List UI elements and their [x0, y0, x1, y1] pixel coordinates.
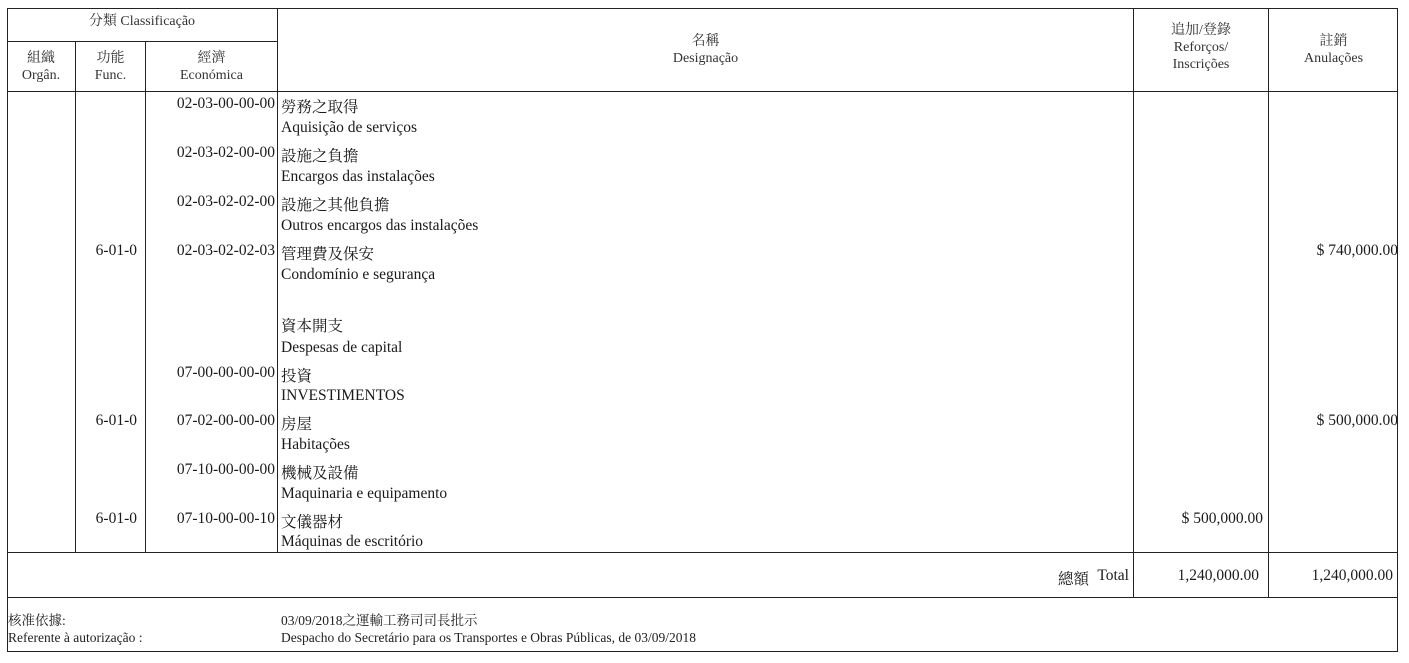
row-designation-zh: 資本開支: [281, 318, 344, 335]
header-organ: 組織 Orgân.: [21, 51, 61, 83]
row-cancellation-amount: $ 740,000.00: [1316, 242, 1398, 259]
row-func-code: 6-01-0: [95, 242, 137, 259]
col-divider-designation: [1133, 8, 1134, 597]
total-rule: [7, 597, 1398, 598]
classification-rule: [7, 41, 277, 42]
header-designation: 名稱 Designação: [672, 34, 739, 66]
header-classification: 分類 Classificação: [88, 14, 196, 29]
row-designation-zh: 管理費及保安: [281, 246, 375, 263]
col-divider-econ: [277, 8, 278, 552]
total-cancellations: 1,240,000.00: [1311, 567, 1393, 584]
authorization-text-zh: 03/09/2018之運輸工務司司長批示: [281, 613, 478, 628]
row-econ-code: 07-10-00-00-10: [176, 510, 275, 527]
total-label-pt: Total: [1097, 567, 1129, 584]
header-reinforcements: 追加/登錄 Reforços/ Inscrições: [1171, 23, 1231, 72]
row-econ-code: 07-00-00-00-00: [176, 364, 275, 381]
col-divider-organ: [75, 41, 76, 552]
row-designation-pt: Habitações: [281, 436, 350, 453]
row-econ-code: 07-10-00-00-00: [176, 461, 275, 478]
row-designation-zh: 勞務之取得: [281, 99, 359, 116]
row-designation-pt: Condomínio e segurança: [281, 266, 436, 283]
row-designation-pt: Maquinaria e equipamento: [281, 485, 448, 502]
row-econ-code: 02-03-02-02-03: [176, 242, 275, 259]
row-designation-pt: INVESTIMENTOS: [281, 387, 405, 404]
row-designation-pt: Máquinas de escritório: [281, 533, 424, 550]
row-designation-pt: Encargos das instalações: [281, 168, 435, 185]
row-econ-code: 02-03-02-00-00: [176, 144, 275, 161]
row-designation-zh: 投資: [281, 368, 313, 385]
row-func-code: 6-01-0: [95, 510, 137, 527]
row-designation-zh: 房屋: [281, 416, 313, 433]
row-func-code: 6-01-0: [95, 412, 137, 429]
authorization-label-zh: 核准依據:: [8, 613, 66, 628]
row-designation-zh: 設施之其他負擔: [281, 197, 390, 214]
total-label-zh: 總額: [1057, 571, 1089, 588]
row-econ-code: 02-03-00-00-00: [176, 95, 275, 112]
total-reinforcements: 1,240,000.00: [1177, 567, 1259, 584]
col-divider-func: [145, 41, 146, 552]
row-designation-zh: 設施之負擔: [281, 148, 359, 165]
row-designation-zh: 機械及設備: [281, 465, 359, 482]
header-cancellations: 註銷 Anulações: [1303, 34, 1364, 66]
col-divider-reinforcement: [1268, 8, 1269, 597]
row-econ-code: 02-03-02-02-00: [176, 193, 275, 210]
authorization-text-pt: Despacho do Secretário para os Transportes e Obras Públicas, de 03/09/2018: [281, 630, 697, 645]
header-rule: [7, 91, 1398, 92]
body-rule: [7, 552, 1398, 553]
header-econ: 經濟 Económica: [180, 51, 243, 83]
row-designation-pt: Outros encargos das instalações: [281, 217, 479, 234]
row-cancellation-amount: $ 500,000.00: [1316, 412, 1398, 429]
row-econ-code: 07-02-00-00-00: [176, 412, 275, 429]
authorization-label-pt: Referente à autorização :: [8, 630, 143, 645]
row-designation-zh: 文儀器材: [281, 514, 344, 531]
row-designation-pt: Despesas de capital: [281, 339, 403, 356]
row-designation-pt: Aquisição de serviços: [281, 119, 418, 136]
row-reinforcement-amount: $ 500,000.00: [1181, 510, 1263, 527]
header-func: 功能 Func.: [94, 51, 127, 83]
